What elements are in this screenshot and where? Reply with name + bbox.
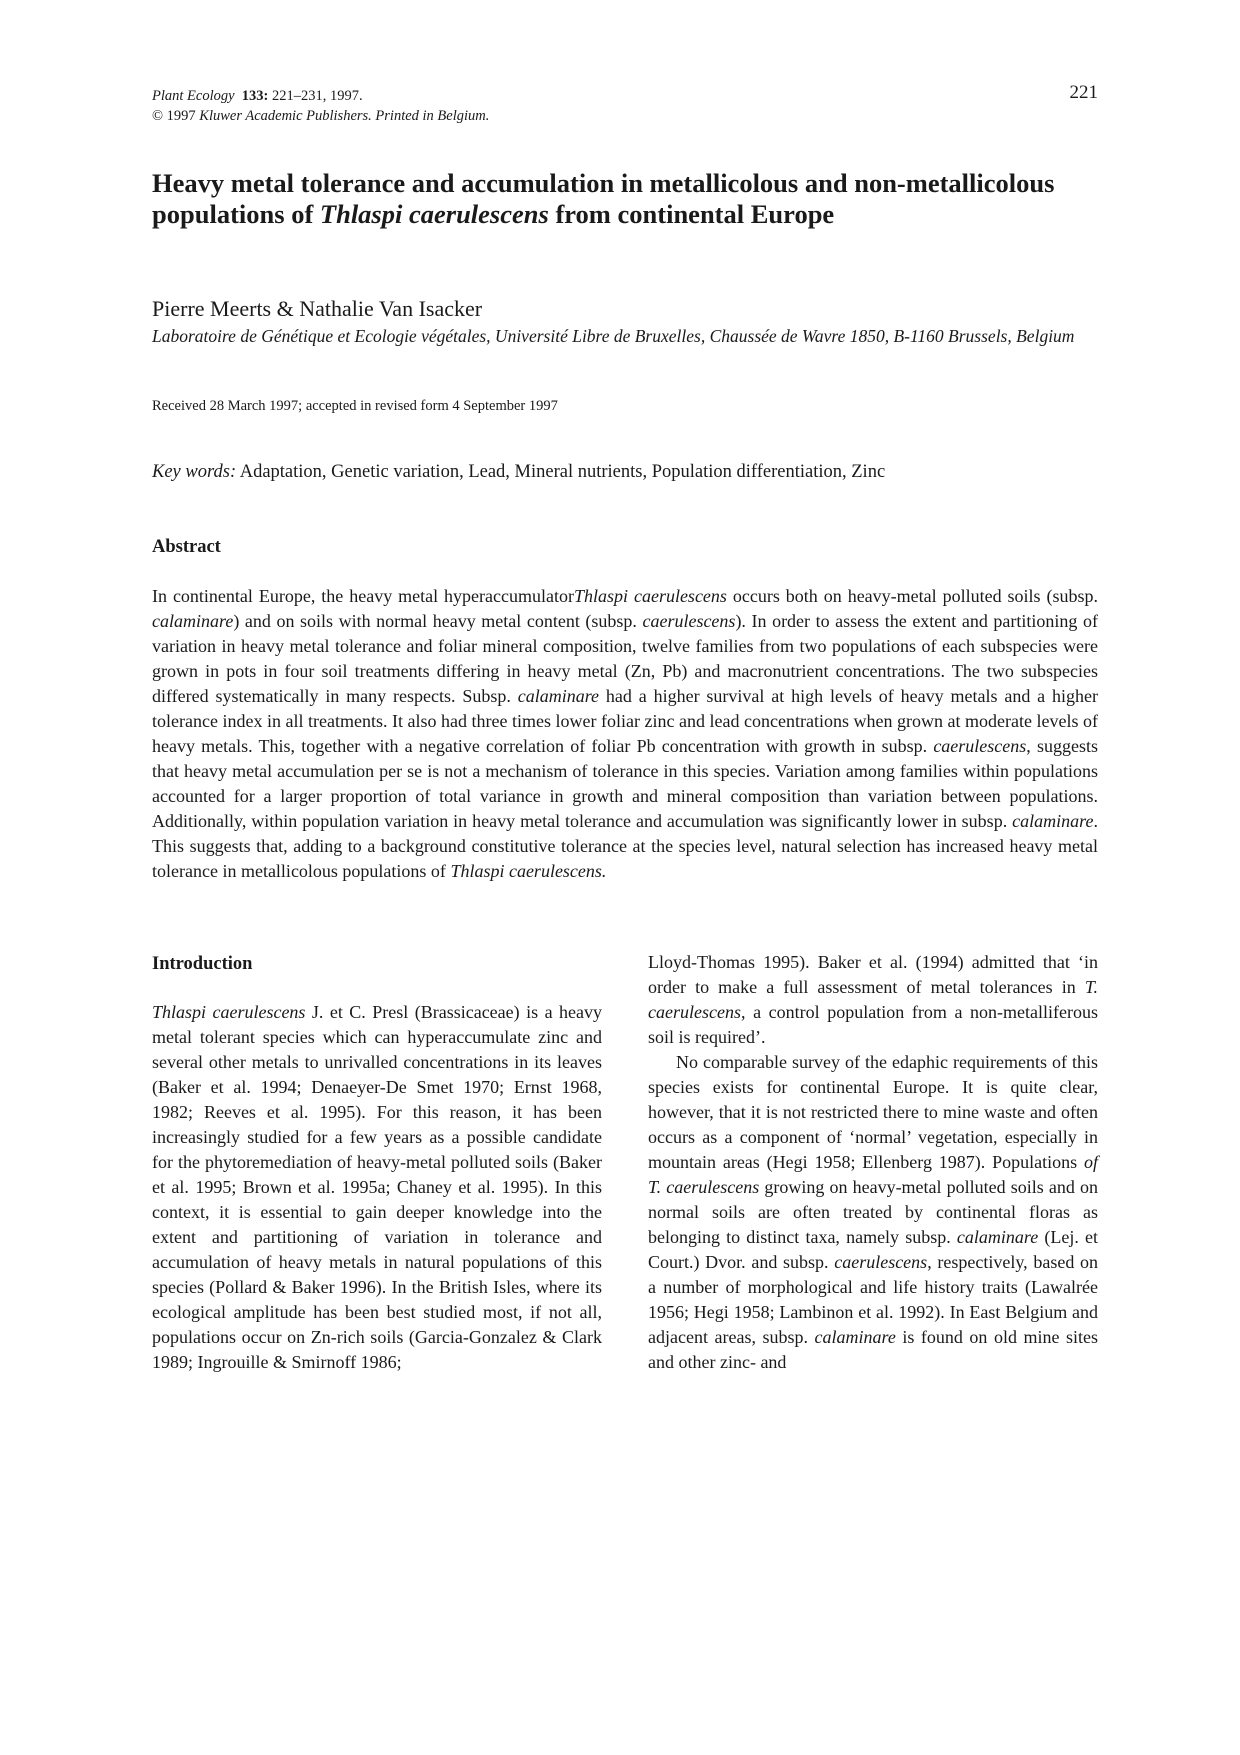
page-number: 221 — [1069, 82, 1098, 103]
abstract-heading: Abstract — [152, 537, 221, 557]
keywords — [152, 462, 885, 483]
journal-citation — [152, 86, 489, 106]
intro-paragraph-1-part-a: Thlaspi caerulescens J. et C. Presl (Brassicaceae) is a heavy metal tolerant species which can hyperaccumulate zinc and several other metals to unrivalled concentrations in its leaves (Baker et al. 1994; Denaeyer-De Smet 1970; Ernst 1968, 1982; Reeves et al. 1995). For this reason, it has been increasingly studied for a few years as a possible candidate for the phytoremediation of heavy-metal polluted soils (Baker et al. 1995; Brown et al. 1995a; Chaney et al. 1995). In this context, it is essential to gain deeper knowledge into the extent and partitioning of variation in tolerance and accumulation of heavy metals in natural populations of this species (Pollard & Baker 1996). In the British Isles, where its ecological amplitude has been best studied most, if not all, populations occur on Zn-rich soils (Garcia-Gonzalez & Clark 1989; Ingrouille & Smirnoff 1986; — [152, 1002, 602, 1372]
received-dates: Received 28 March 1997; accepted in revised form 4 September 1997 — [152, 398, 558, 414]
copyright-year: 1997 — [166, 108, 196, 124]
intro-paragraph-2: No comparable survey of the edaphic requirements of this species exists for continental Europe. It is quite clear, however, that it is not restricted there to mine waste and often occurs as a component of ‘normal’ vegetation, especially in mountain areas (Hegi 1958; Ellenberg 1987). Populations of T. caerulescens growing on heavy-metal polluted soils and on normal soils are often treated by continental floras as belonging to distinct taxa, namely subsp. calaminare (Lej. et Court.) Dvor. and subsp. caerulescens, respectively, based on a number of morphological and life history traits (Lawalrée 1956; Hegi 1958; Lambinon et al. 1992). In East Belgium and adjacent areas, subsp. calaminare is found on old mine sites and other zinc- and — [648, 1052, 1098, 1372]
copyright-symbol: © — [152, 108, 164, 124]
copyright-line — [152, 106, 489, 126]
right-column — [648, 950, 1098, 1375]
paper-page — [152, 0, 1098, 1755]
journal-name: Plant Ecology — [152, 88, 235, 104]
intro-paragraph-1-part-b: Lloyd-Thomas 1995). Baker et al. (1994) admitted that ‘in order to make a full assessment of metal tolerances in T. caerulescens, a control population from a non-metalliferous soil is required’. — [648, 952, 1098, 1047]
journal-header — [152, 86, 489, 126]
introduction-heading: Introduction — [152, 954, 253, 974]
abstract-text: In continental Europe, the heavy metal hyperaccumulatorThlaspi caerulescens occurs both on heavy-metal polluted soils (subsp. calaminare) and on soils with normal heavy metal content (subsp. caerulescens). In order to assess the extent and partitioning of variation in heavy metal tolerance and foliar mineral composition, twelve families from two populations of each subspecies were grown in pots in four soil treatments differing in heavy metal (Zn, Pb) and macronutrient concentrations. The two subspecies differed systematically in many respects. Subsp. calaminare had a higher survival at high levels of heavy metals and a higher tolerance index in all treatments. It also had three times lower foliar zinc and lead concentrations when grown at moderate levels of heavy metals. This, together with a negative correlation of foliar Pb concentration with growth in subsp. caerulescens, suggests that heavy metal accumulation per se is not a mechanism of tolerance in this species. Variation among families within populations accounted for a larger proportion of total variance in growth and mineral composition than variation between populations. Additionally, within population variation in heavy metal tolerance and accumulation was significantly lower in subsp. calaminare. This suggests that, adding to a background constitutive tolerance at the species level, natural selection has increased heavy metal tolerance in metallicolous populations of Thlaspi caerulescens. — [152, 586, 1098, 881]
title-part-2: from continental Europe — [555, 198, 835, 229]
journal-pages: 221–231, 1997. — [272, 88, 363, 104]
left-column — [152, 1000, 602, 1375]
title-part-1: Heavy metal tolerance and accumulation in metallicolous and non-metallicolous populations of — [152, 168, 1055, 229]
authors: Pierre Meerts & Nathalie Van Isacker — [152, 296, 483, 321]
keywords-text: Adaptation, Genetic variation, Lead, Mineral nutrients, Population differentiation, Zinc — [239, 462, 886, 482]
paper-title — [152, 168, 1098, 229]
title-species: Thlaspi caerulescens — [319, 198, 549, 229]
keywords-label: Key words: — [152, 462, 237, 482]
publisher: Kluwer Academic Publishers. Printed in Belgium. — [199, 108, 490, 124]
journal-volume: 133: — [241, 88, 269, 104]
affiliation: Laboratoire de Génétique et Ecologie végétales, Université Libre de Bruxelles, Chaussée de Wavre 1850, B-1160 Brussels, Belgium — [152, 326, 1075, 346]
